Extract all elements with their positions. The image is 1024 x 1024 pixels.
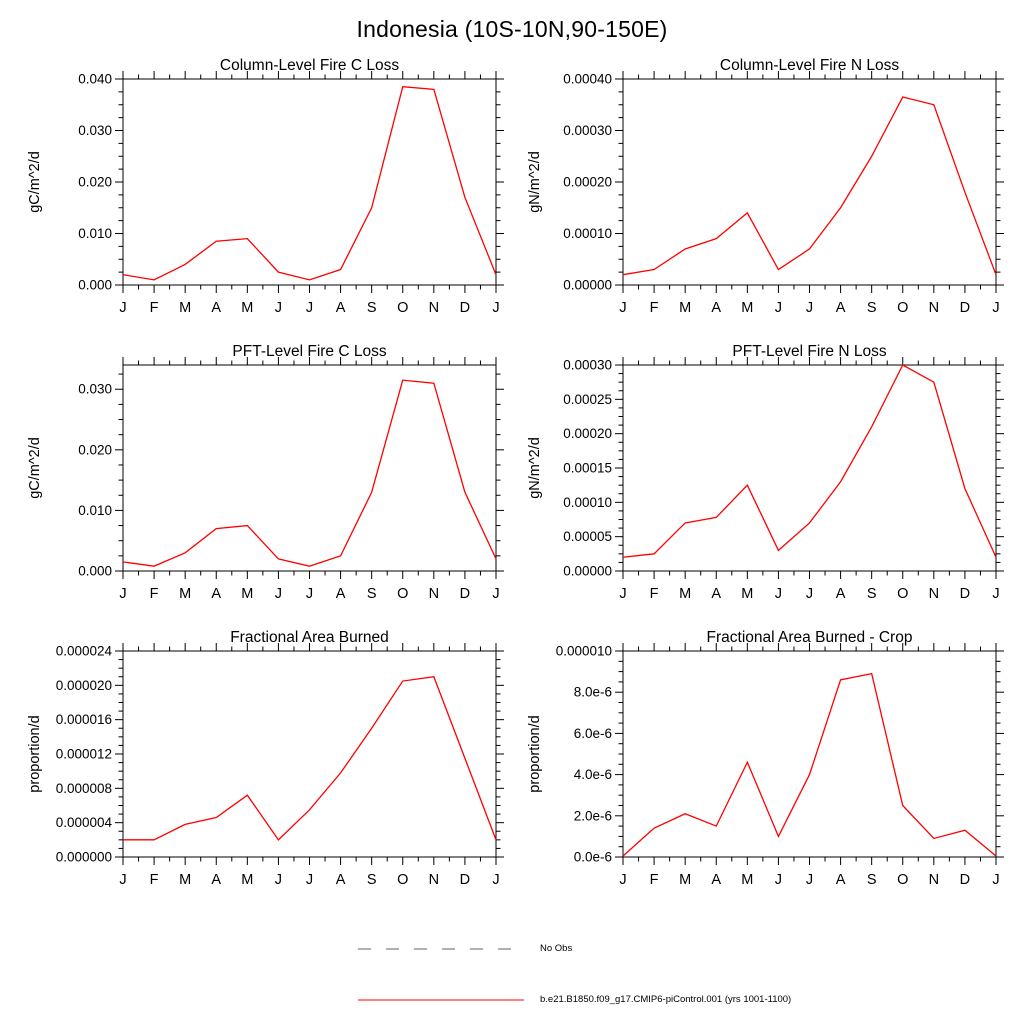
legend-entry-model-run <box>356 994 1024 1005</box>
svg-text:J: J <box>992 872 1000 888</box>
svg-text:M: M <box>679 300 692 316</box>
svg-text:0.000008: 0.000008 <box>55 780 112 796</box>
svg-text:0.000016: 0.000016 <box>55 712 112 728</box>
svg-text:proportion/d: proportion/d <box>27 715 43 793</box>
chart-column-level-fire-c-loss <box>26 49 512 335</box>
svg-text:J: J <box>492 300 500 316</box>
svg-text:M: M <box>179 300 192 316</box>
svg-text:J: J <box>119 300 127 316</box>
svg-text:J: J <box>774 300 783 316</box>
svg-text:M: M <box>741 872 754 888</box>
model-run-solid-line-icon <box>356 995 526 1005</box>
svg-text:J: J <box>805 586 814 602</box>
svg-text:J: J <box>992 586 1000 602</box>
svg-text:N: N <box>428 586 440 602</box>
svg-text:0.030: 0.030 <box>78 123 112 138</box>
chart-pft-level-fire-c-loss <box>26 335 512 621</box>
svg-text:0.040: 0.040 <box>78 71 112 87</box>
svg-text:A: A <box>711 872 722 888</box>
svg-text:F: F <box>649 872 659 888</box>
svg-text:S: S <box>866 872 877 888</box>
svg-text:J: J <box>305 872 314 888</box>
svg-text:M: M <box>179 872 192 888</box>
svg-text:0.00030: 0.00030 <box>563 123 612 138</box>
svg-text:M: M <box>179 586 192 602</box>
svg-text:M: M <box>241 872 254 888</box>
svg-text:O: O <box>897 586 909 602</box>
svg-text:Fractional Area Burned: Fractional Area Burned <box>230 629 389 646</box>
legend-entry-no-obs <box>356 943 1024 954</box>
svg-text:A: A <box>335 586 346 602</box>
svg-text:J: J <box>805 872 814 888</box>
svg-text:0.00010: 0.00010 <box>563 226 612 241</box>
legend <box>356 943 1024 1005</box>
svg-text:2.0e-6: 2.0e-6 <box>573 808 612 824</box>
svg-text:O: O <box>897 872 909 888</box>
svg-text:0.00020: 0.00020 <box>563 174 612 190</box>
svg-text:0.000024: 0.000024 <box>55 643 112 659</box>
svg-text:A: A <box>835 586 846 602</box>
svg-text:A: A <box>211 300 222 316</box>
svg-text:0.00005: 0.00005 <box>563 529 612 545</box>
chart-fractional-area-burned-crop <box>526 621 1012 907</box>
svg-text:M: M <box>241 300 254 316</box>
svg-text:gC/m^2/d: gC/m^2/d <box>27 151 43 213</box>
panel-column-level-fire-n-loss <box>526 49 1012 335</box>
svg-text:A: A <box>835 300 846 316</box>
svg-text:M: M <box>741 300 754 316</box>
svg-text:S: S <box>366 872 377 888</box>
chart-column-level-fire-n-loss <box>526 49 1012 335</box>
svg-text:0.00000: 0.00000 <box>563 563 612 579</box>
svg-text:0.00000: 0.00000 <box>563 277 612 293</box>
svg-text:D: D <box>459 586 471 602</box>
svg-text:M: M <box>679 586 692 602</box>
svg-text:S: S <box>366 300 377 316</box>
svg-text:gN/m^2/d: gN/m^2/d <box>527 437 543 499</box>
svg-text:D: D <box>459 300 471 316</box>
svg-text:0.000012: 0.000012 <box>55 746 112 762</box>
svg-text:0.00020: 0.00020 <box>563 426 612 442</box>
svg-text:J: J <box>619 300 627 316</box>
svg-text:J: J <box>992 300 1000 316</box>
svg-text:O: O <box>397 300 409 316</box>
svg-text:O: O <box>397 586 409 602</box>
svg-text:N: N <box>428 872 440 888</box>
main-title: Indonesia (10S-10N,90-150E) <box>356 16 668 42</box>
svg-text:S: S <box>866 586 877 602</box>
panel-column-level-fire-c-loss <box>26 49 512 335</box>
svg-text:J: J <box>774 586 783 602</box>
svg-text:M: M <box>679 872 692 888</box>
svg-text:J: J <box>774 872 783 888</box>
svg-text:F: F <box>149 872 159 888</box>
svg-text:O: O <box>897 300 909 316</box>
svg-text:0.000: 0.000 <box>78 563 112 579</box>
svg-text:J: J <box>805 300 814 316</box>
svg-text:D: D <box>459 872 471 888</box>
svg-text:J: J <box>119 586 127 602</box>
svg-text:J: J <box>619 586 627 602</box>
svg-text:0.030: 0.030 <box>78 381 112 397</box>
panel-fractional-area-burned-crop <box>526 621 1012 907</box>
svg-text:Column-Level Fire N Loss: Column-Level Fire N Loss <box>719 57 900 74</box>
no-obs-dashed-line-icon <box>356 944 526 954</box>
svg-text:D: D <box>959 300 971 316</box>
svg-text:0.000000: 0.000000 <box>55 849 112 865</box>
svg-text:0.020: 0.020 <box>78 174 112 190</box>
svg-text:4.0e-6: 4.0e-6 <box>573 767 612 783</box>
svg-text:Column-Level Fire C Loss: Column-Level Fire C Loss <box>219 57 400 74</box>
svg-text:0.00030: 0.00030 <box>563 357 612 373</box>
svg-text:PFT-Level Fire C Loss: PFT-Level Fire C Loss <box>232 343 387 360</box>
svg-text:F: F <box>649 300 659 316</box>
svg-text:A: A <box>711 300 722 316</box>
svg-text:M: M <box>741 586 754 602</box>
svg-text:6.0e-6: 6.0e-6 <box>573 725 612 741</box>
svg-text:proportion/d: proportion/d <box>527 715 543 793</box>
svg-text:F: F <box>149 300 159 316</box>
svg-text:A: A <box>335 872 346 888</box>
panel-pft-level-fire-n-loss <box>526 335 1012 621</box>
svg-text:N: N <box>928 872 940 888</box>
svg-text:0.000: 0.000 <box>78 277 112 293</box>
chart-pft-level-fire-n-loss <box>526 335 1012 621</box>
legend-label-model-run: b.e21.B1850.f09_g17.CMIP6-piControl.001 (yrs 1001-1100) <box>540 994 792 1005</box>
svg-text:J: J <box>305 300 314 316</box>
svg-text:A: A <box>711 586 722 602</box>
svg-text:0.000010: 0.000010 <box>555 643 612 659</box>
svg-text:0.00040: 0.00040 <box>563 71 612 87</box>
svg-text:0.010: 0.010 <box>78 502 112 518</box>
panel-fractional-area-burned <box>26 621 512 907</box>
svg-text:F: F <box>149 586 159 602</box>
svg-text:J: J <box>619 872 627 888</box>
svg-text:0.010: 0.010 <box>78 226 112 241</box>
svg-text:S: S <box>366 586 377 602</box>
svg-text:J: J <box>274 300 283 316</box>
svg-text:N: N <box>928 300 940 316</box>
svg-text:gN/m^2/d: gN/m^2/d <box>527 151 543 213</box>
svg-text:J: J <box>305 586 314 602</box>
svg-text:PFT-Level Fire N Loss: PFT-Level Fire N Loss <box>732 343 887 360</box>
svg-text:J: J <box>492 586 500 602</box>
svg-text:0.020: 0.020 <box>78 442 112 458</box>
svg-text:D: D <box>959 586 971 602</box>
panel-pft-level-fire-c-loss <box>26 335 512 621</box>
svg-text:D: D <box>959 872 971 888</box>
svg-text:J: J <box>274 872 283 888</box>
svg-text:0.0e-6: 0.0e-6 <box>573 849 612 865</box>
chart-fractional-area-burned <box>26 621 512 907</box>
svg-text:A: A <box>335 300 346 316</box>
svg-text:S: S <box>866 300 877 316</box>
svg-text:N: N <box>428 300 440 316</box>
svg-text:M: M <box>241 586 254 602</box>
svg-text:0.00015: 0.00015 <box>563 460 612 476</box>
svg-text:gC/m^2/d: gC/m^2/d <box>27 437 43 499</box>
svg-text:0.00025: 0.00025 <box>563 391 612 407</box>
svg-text:8.0e-6: 8.0e-6 <box>573 684 612 700</box>
svg-text:A: A <box>211 586 222 602</box>
svg-text:0.000004: 0.000004 <box>55 815 112 831</box>
svg-text:F: F <box>649 586 659 602</box>
chart-grid <box>0 49 1024 907</box>
legend-label-no-obs: No Obs <box>540 943 573 954</box>
svg-text:Fractional Area Burned - Crop: Fractional Area Burned - Crop <box>706 629 913 646</box>
svg-text:0.000020: 0.000020 <box>55 677 112 693</box>
svg-text:N: N <box>928 586 940 602</box>
svg-text:J: J <box>119 872 127 888</box>
svg-text:A: A <box>835 872 846 888</box>
svg-text:0.00010: 0.00010 <box>563 494 612 510</box>
svg-text:A: A <box>211 872 222 888</box>
svg-text:J: J <box>492 872 500 888</box>
svg-text:O: O <box>397 872 409 888</box>
svg-text:J: J <box>274 586 283 602</box>
